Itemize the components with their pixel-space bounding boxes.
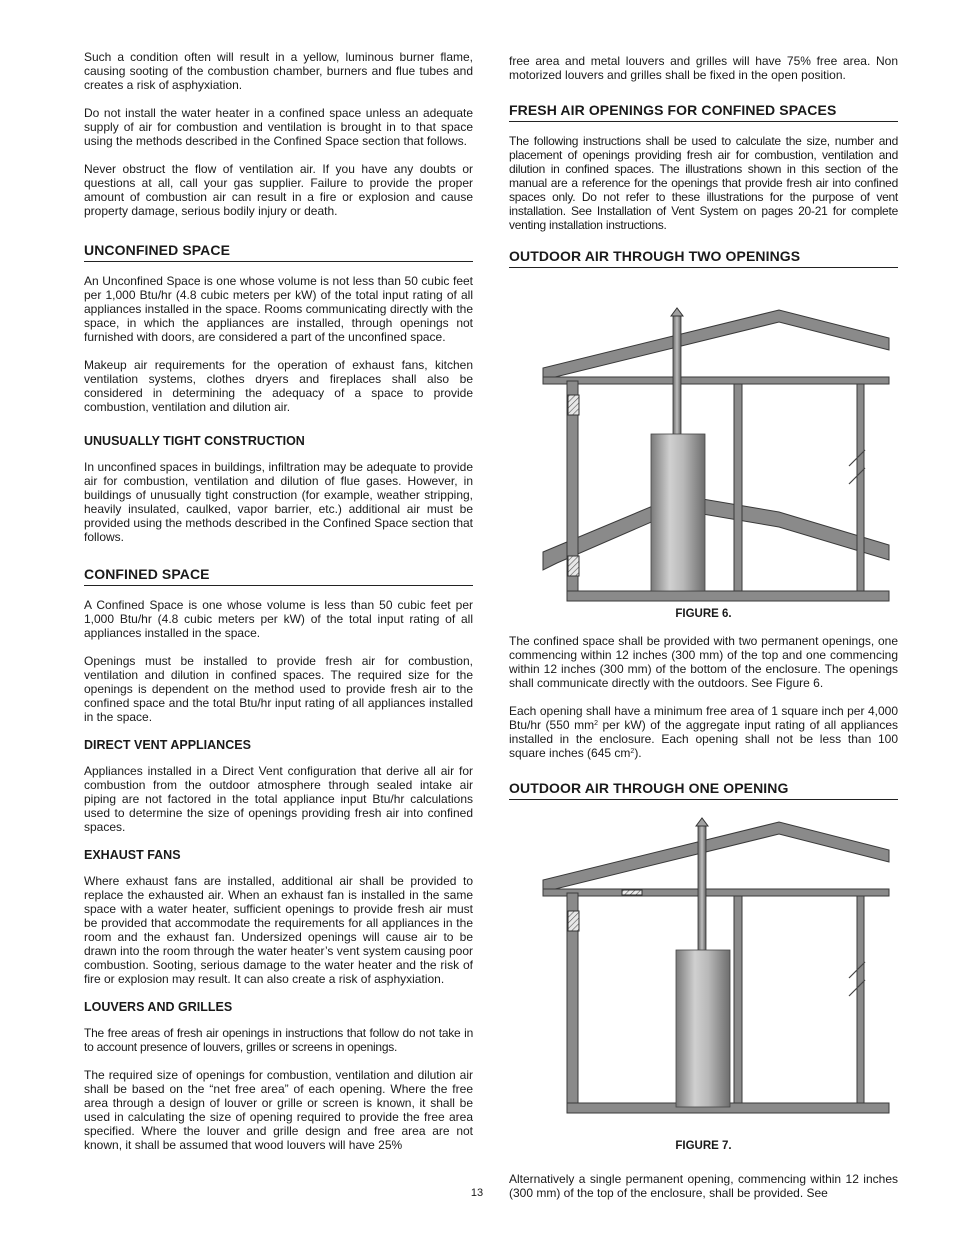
paragraph: Alternatively a single permanent opening, commencing within 12 inches (300 mm) of the top of the enclosure, shall be provided. See bbox=[509, 1172, 898, 1200]
paragraph: An Unconfined Space is one whose volume is not less than 50 cubic feet per 1,000 Btu/hr (4.8 cubic meters per kW) of the total input rating of all appliances installed in the space. Rooms communicating directly with the space, in which the appliances are installed, through openings not furnished with doors, are considered a part of the unconfined space. bbox=[84, 274, 473, 344]
section-heading-one-opening: OUTDOOR AIR THROUGH ONE OPENING bbox=[509, 780, 898, 800]
lower-air-opening bbox=[568, 556, 579, 576]
section-heading-confined-space: CONFINED SPACE bbox=[84, 566, 473, 586]
page-number: 13 bbox=[470, 1187, 484, 1199]
water-heater-tank bbox=[676, 950, 730, 1107]
paragraph: Makeup air requirements for the operation of exhaust fans, kitchen ventilation systems, clothes dryers and fireplaces shall also be considered in determining the adequacy of a space to provide combustion, ventilation and dilution air. bbox=[84, 358, 473, 414]
subheading-exhaust-fans: EXHAUST FANS bbox=[84, 848, 181, 862]
paragraph: Each opening shall have a minimum free area of 1 square inch per 4,000 Btu/hr (550 $mm^2$ per kW) of the aggregate input rating of all appliances installed in the enclosure. Each opening shall not be less than 100 square inches (645 $cm^2$). bbox=[509, 704, 899, 760]
figure-6-illustration bbox=[509, 280, 898, 602]
section-heading-fresh-air-openings: FRESH AIR OPENINGS FOR CONFINED SPACES bbox=[509, 102, 898, 122]
house-frame bbox=[543, 310, 889, 601]
left-column bbox=[84, 50, 473, 1166]
section-heading-two-openings: OUTDOOR AIR THROUGH TWO OPENINGS bbox=[509, 248, 898, 268]
paragraph: The following instructions shall be used to calculate the size, number and placement of openings providing fresh air for combustion, ventilation and dilution in confined spaces. The illustrations shown in this section of the manual are a reference for the openings that provide fresh air into confined spaces only. Do not refer to these illustrations for the purpose of vent installation. See Installation of Vent System on pages 20-21 for complete venting installation instructions. bbox=[509, 134, 898, 232]
paragraph: A Confined Space is one whose volume is less than 50 cubic feet per 1,000 Btu/hr (4.8 cubic meters per kW) of the total input rating of all appliances installed in the space. bbox=[84, 598, 473, 640]
upper-air-opening bbox=[568, 395, 579, 415]
paragraph: In unconfined spaces in buildings, infiltration may be adequate to provide air for combustion, ventilation and dilution of flue gases. However, in buildings of unusually tight construction (for example, weather stripping, heavily insulated, caulked, vapor barrier, etc.) additional air must be provided using the methods described in the Confined Space section that follows. bbox=[84, 460, 473, 544]
vent-pipe bbox=[673, 316, 681, 436]
subheading-direct-vent-appliances: DIRECT VENT APPLIANCES bbox=[84, 738, 251, 752]
vent-cap bbox=[696, 818, 708, 826]
paragraph: free area and metal louvers and grilles will have 75% free area. Non motorized louvers and grilles shall be fixed in the open position. bbox=[509, 54, 898, 82]
paragraph: Never obstruct the flow of ventilation air. If you have any doubts or questions at all, call your gas supplier. Failure to provide the proper amount of combustion air can result in a fire or explosion and cause property damage, serious bodily injury or death. bbox=[84, 162, 473, 218]
paragraph: The confined space shall be provided with two permanent openings, one commencing within 12 inches (300 mm) of the top and one commencing within 12 inches (300 mm) of the bottom of the enclosure. The openings shall communicate directly with the outdoors. See Figure 6. bbox=[509, 634, 898, 690]
water-heater-tank bbox=[651, 434, 705, 591]
figure-7-illustration bbox=[509, 812, 898, 1134]
paragraph: Where exhaust fans are installed, additional air shall be provided to replace the exhausted air. When an exhaust fan is installed in the same space with a water heater, sufficient openings to provide fresh air must be provided that accommodate the requirements for all appliances in the room and the exhaust fan. Undersized openings will cause air to be drawn into the room through the water heater’s vent system causing poor combustion. Sooting, serious damage to the water heater and the risk of fire or explosion may result. It can also create a risk of asphyxiation. bbox=[84, 874, 473, 986]
vent-pipe bbox=[698, 826, 706, 951]
paragraph: Such a condition often will result in a yellow, luminous burner flame, causing sooting of the combustion chamber, burners and flue tubes and creates a risk of asphyxiation. bbox=[84, 50, 473, 92]
paragraph: The required size of openings for combustion, ventilation and dilution air shall be based on the “net free area” of each opening. Where the free area through a design of louver or grille or screen is known, it shall be used in calculating the size of opening required to provide the free area specified. Where the louver and grille design and free area are not known, it shall be assumed that wood louvers will have 25% bbox=[84, 1068, 473, 1152]
single-air-opening bbox=[568, 911, 579, 931]
figure-6-caption: FIGURE 6. bbox=[675, 608, 732, 620]
paragraph: Openings must be installed to provide fresh air for combustion, ventilation and dilution in confined spaces. The required size for the openings is dependent on the method used to provide fresh air to the confined space and the total Btu/hr input rating of all appliances installed in the space. bbox=[84, 654, 473, 724]
ceiling-vent bbox=[622, 890, 642, 895]
section-heading-unconfined-space: UNCONFINED SPACE bbox=[84, 242, 473, 262]
vent-cap bbox=[671, 308, 683, 316]
right-column bbox=[509, 54, 898, 1214]
paragraph: Do not install the water heater in a confined space unless an adequate supply of air for combustion and ventilation is brought in to that space using the methods described in the Confined Space section that follows. bbox=[84, 106, 473, 148]
paragraph: The free areas of fresh air openings in instructions that follow do not take in to account presence of louvers, grilles or screens in openings. bbox=[84, 1026, 473, 1054]
subheading-louvers-and-grilles: LOUVERS AND GRILLES bbox=[84, 1000, 233, 1014]
figure-7-caption: FIGURE 7. bbox=[675, 1140, 732, 1152]
subheading-unusually-tight-construction: UNUSUALLY TIGHT CONSTRUCTION bbox=[84, 434, 305, 448]
paragraph: Appliances installed in a Direct Vent configuration that derive all air for combustion from the outdoor atmosphere through sealed intake air piping are not factored in the total appliance input Btu/hr calculations used to determine the size of openings providing fresh air into confined spaces. bbox=[84, 764, 473, 834]
